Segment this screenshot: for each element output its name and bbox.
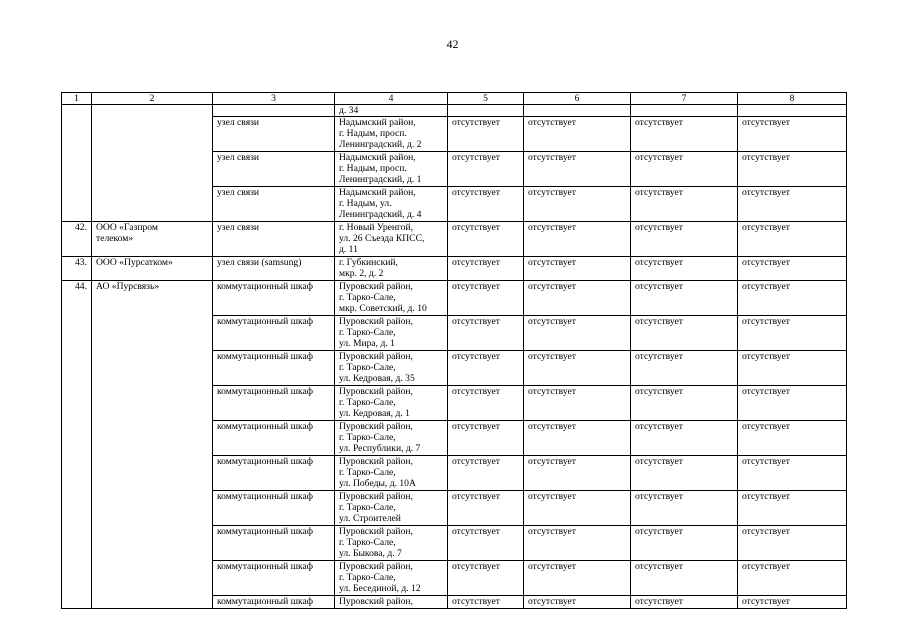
address-cell bbox=[335, 421, 448, 456]
status-cell: отсутствует bbox=[448, 421, 524, 456]
status-cell: отсутствует bbox=[524, 117, 631, 152]
organization-cell bbox=[92, 281, 213, 609]
organization-line: телеком» bbox=[96, 233, 134, 244]
address-line: Надымский район, bbox=[339, 152, 416, 163]
status-cell: отсутствует bbox=[631, 491, 738, 526]
address-line: д. 34 bbox=[339, 105, 359, 116]
address-line: г. Новый Уренгой, bbox=[339, 222, 414, 233]
address-cell bbox=[335, 351, 448, 386]
address-line: г. Губкинский, bbox=[339, 257, 398, 268]
object-type-cell: коммутационный шкаф bbox=[213, 456, 335, 491]
status-cell: отсутствует bbox=[631, 281, 738, 316]
address-line: ул. Республики, д. 7 bbox=[339, 443, 421, 454]
status-cell: отсутствует bbox=[448, 316, 524, 351]
address-line: Пуровский район, bbox=[339, 421, 413, 432]
status-cell: отсутствует bbox=[631, 351, 738, 386]
status-cell: отсутствует bbox=[738, 222, 847, 257]
status-cell: отсутствует bbox=[631, 187, 738, 222]
status-cell: отсутствует bbox=[524, 187, 631, 222]
object-type-cell: узел связи bbox=[213, 222, 335, 257]
address-cell bbox=[335, 187, 448, 222]
status-cell: отсутствует bbox=[738, 456, 847, 491]
address-line: Пуровский район, bbox=[339, 561, 413, 572]
organization-line: ООО «Пурсатком» bbox=[96, 257, 173, 268]
address-cell bbox=[335, 491, 448, 526]
object-type-cell: коммутационный шкаф bbox=[213, 561, 335, 596]
status-cell: отсутствует bbox=[738, 526, 847, 561]
address-line: г. Надым, просп. bbox=[339, 163, 407, 174]
status-cell: отсутствует bbox=[448, 257, 524, 281]
empty-cell bbox=[738, 105, 847, 117]
object-type-cell: коммутационный шкаф bbox=[213, 596, 335, 609]
organization-line: ООО «Газпром bbox=[96, 222, 158, 233]
status-cell: отсутствует bbox=[631, 596, 738, 609]
status-cell: отсутствует bbox=[738, 117, 847, 152]
organization-cell bbox=[92, 117, 213, 222]
status-cell: отсутствует bbox=[448, 526, 524, 561]
object-type-cell: коммутационный шкаф bbox=[213, 316, 335, 351]
address-cell bbox=[335, 386, 448, 421]
table-row bbox=[62, 257, 847, 281]
column-header: 4 bbox=[335, 93, 448, 105]
status-cell: отсутствует bbox=[524, 316, 631, 351]
empty-cell bbox=[524, 105, 631, 117]
address-line: г. Тарко-Сале, bbox=[339, 572, 396, 583]
status-cell: отсутствует bbox=[524, 561, 631, 596]
status-cell: отсутствует bbox=[738, 386, 847, 421]
object-type-cell: узел связи bbox=[213, 152, 335, 187]
column-header: 1 bbox=[62, 93, 92, 105]
address-line: г. Надым, ул. bbox=[339, 198, 392, 209]
column-header: 7 bbox=[631, 93, 738, 105]
status-cell: отсутствует bbox=[524, 152, 631, 187]
address-line: мкр. 2, д. 2 bbox=[339, 268, 384, 279]
address-line: г. Тарко-Сале, bbox=[339, 327, 396, 338]
status-cell: отсутствует bbox=[738, 281, 847, 316]
status-cell: отсутствует bbox=[448, 456, 524, 491]
status-cell: отсутствует bbox=[524, 491, 631, 526]
address-line: Ленинградский, д. 2 bbox=[339, 139, 422, 150]
status-cell: отсутствует bbox=[738, 257, 847, 281]
status-cell: отсутствует bbox=[524, 596, 631, 609]
status-cell: отсутствует bbox=[631, 526, 738, 561]
status-cell: отсутствует bbox=[448, 596, 524, 609]
column-header: 6 bbox=[524, 93, 631, 105]
object-type-cell: узел связи bbox=[213, 117, 335, 152]
object-type-cell: коммутационный шкаф bbox=[213, 491, 335, 526]
organization-line: АО «Пурсвязь» bbox=[96, 281, 160, 292]
address-cell bbox=[335, 561, 448, 596]
status-cell: отсутствует bbox=[524, 456, 631, 491]
status-cell: отсутствует bbox=[524, 351, 631, 386]
object-type-cell: коммутационный шкаф bbox=[213, 351, 335, 386]
status-cell: отсутствует bbox=[448, 386, 524, 421]
object-type-cell: узел связи (samsung) bbox=[213, 257, 335, 281]
address-cell bbox=[335, 526, 448, 561]
address-cell bbox=[335, 152, 448, 187]
address-line: Пуровский район, bbox=[339, 351, 413, 362]
empty-cell bbox=[213, 105, 335, 117]
address-line: ул. Кедровая, д. 1 bbox=[339, 408, 410, 419]
object-type-cell: коммутационный шкаф bbox=[213, 281, 335, 316]
infrastructure-table bbox=[61, 92, 847, 609]
status-cell: отсутствует bbox=[524, 526, 631, 561]
address-line: Пуровский район, bbox=[339, 491, 413, 502]
address-cell bbox=[335, 316, 448, 351]
row-number-cell: 44. bbox=[62, 281, 92, 609]
empty-cell bbox=[448, 105, 524, 117]
status-cell: отсутствует bbox=[448, 561, 524, 596]
address-line: г. Тарко-Сале, bbox=[339, 502, 396, 513]
status-cell: отсутствует bbox=[524, 222, 631, 257]
status-cell: отсутствует bbox=[631, 117, 738, 152]
table-row bbox=[62, 281, 847, 316]
empty-cell bbox=[92, 105, 213, 117]
address-line: г. Тарко-Сале, bbox=[339, 432, 396, 443]
object-type-cell: коммутационный шкаф bbox=[213, 421, 335, 456]
address-line: Ленинградский, д. 4 bbox=[339, 209, 422, 220]
address-line: ул. Мира, д. 1 bbox=[339, 338, 395, 349]
address-cell bbox=[335, 257, 448, 281]
address-line: г. Тарко-Сале, bbox=[339, 397, 396, 408]
column-header: 3 bbox=[213, 93, 335, 105]
status-cell: отсутствует bbox=[631, 152, 738, 187]
address-line: Пуровский район, bbox=[339, 281, 413, 292]
status-cell: отсутствует bbox=[738, 561, 847, 596]
status-cell: отсутствует bbox=[738, 491, 847, 526]
table-row bbox=[62, 222, 847, 257]
object-type-cell: узел связи bbox=[213, 187, 335, 222]
status-cell: отсутствует bbox=[631, 257, 738, 281]
address-line: Надымский район, bbox=[339, 187, 416, 198]
address-line: ул. Кедровая, д. 35 bbox=[339, 373, 415, 384]
address-line: ул. Бесединой, д. 12 bbox=[339, 583, 421, 594]
status-cell: отсутствует bbox=[631, 421, 738, 456]
row-number-cell: 43. bbox=[62, 257, 92, 281]
status-cell: отсутствует bbox=[631, 316, 738, 351]
column-header: 2 bbox=[92, 93, 213, 105]
column-number-row bbox=[62, 93, 847, 105]
status-cell: отсутствует bbox=[738, 596, 847, 609]
status-cell: отсутствует bbox=[448, 222, 524, 257]
organization-cell bbox=[92, 257, 213, 281]
row-number-cell bbox=[62, 117, 92, 222]
status-cell: отсутствует bbox=[524, 257, 631, 281]
address-line: Пуровский район, bbox=[339, 456, 413, 467]
address-line: Пуровский район, bbox=[339, 526, 413, 537]
status-cell: отсутствует bbox=[631, 222, 738, 257]
status-cell: отсутствует bbox=[631, 386, 738, 421]
address-cell bbox=[335, 456, 448, 491]
empty-cell bbox=[62, 105, 92, 117]
address-line: ул. Победы, д. 10А bbox=[339, 478, 416, 489]
status-cell: отсутствует bbox=[738, 187, 847, 222]
address-line: Надымский район, bbox=[339, 117, 416, 128]
row-number-cell: 42. bbox=[62, 222, 92, 257]
address-line: г. Тарко-Сале, bbox=[339, 467, 396, 478]
address-line: ул. Быкова, д. 7 bbox=[339, 548, 402, 559]
status-cell: отсутствует bbox=[524, 386, 631, 421]
address-line: Пуровский район, bbox=[339, 596, 413, 607]
address-line: ул. 26 Съезда КПСС, bbox=[339, 233, 425, 244]
address-line: г. Тарко-Сале, bbox=[339, 537, 396, 548]
status-cell: отсутствует bbox=[631, 561, 738, 596]
status-cell: отсутствует bbox=[448, 351, 524, 386]
address-cell bbox=[335, 105, 448, 117]
empty-cell bbox=[631, 105, 738, 117]
status-cell: отсутствует bbox=[738, 421, 847, 456]
address-line: мкр. Советский, д. 10 bbox=[339, 303, 427, 314]
address-line: г. Тарко-Сале, bbox=[339, 292, 396, 303]
address-line: д. 11 bbox=[339, 244, 358, 255]
status-cell: отсутствует bbox=[738, 316, 847, 351]
status-cell: отсутствует bbox=[738, 351, 847, 386]
address-line: Пуровский район, bbox=[339, 386, 413, 397]
object-type-cell: коммутационный шкаф bbox=[213, 526, 335, 561]
address-cell bbox=[335, 281, 448, 316]
status-cell: отсутствует bbox=[448, 281, 524, 316]
status-cell: отсутствует bbox=[448, 491, 524, 526]
organization-cell bbox=[92, 222, 213, 257]
status-cell: отсутствует bbox=[448, 117, 524, 152]
address-line: ул. Строителей bbox=[339, 513, 401, 524]
status-cell: отсутствует bbox=[448, 187, 524, 222]
address-cell bbox=[335, 596, 448, 609]
column-header: 8 bbox=[738, 93, 847, 105]
address-line: г. Надым, просп. bbox=[339, 128, 407, 139]
status-cell: отсутствует bbox=[524, 421, 631, 456]
continuation-row bbox=[62, 105, 847, 117]
object-type-cell: коммутационный шкаф bbox=[213, 386, 335, 421]
status-cell: отсутствует bbox=[631, 456, 738, 491]
page-number: 42 bbox=[446, 37, 459, 51]
address-line: Пуровский район, bbox=[339, 316, 413, 327]
address-cell bbox=[335, 222, 448, 257]
status-cell: отсутствует bbox=[738, 152, 847, 187]
table-row bbox=[62, 117, 847, 152]
address-cell bbox=[335, 117, 448, 152]
status-cell: отсутствует bbox=[524, 281, 631, 316]
status-cell: отсутствует bbox=[448, 152, 524, 187]
column-header: 5 bbox=[448, 93, 524, 105]
address-line: Ленинградский, д. 1 bbox=[339, 174, 422, 185]
address-line: г. Тарко-Сале, bbox=[339, 362, 396, 373]
